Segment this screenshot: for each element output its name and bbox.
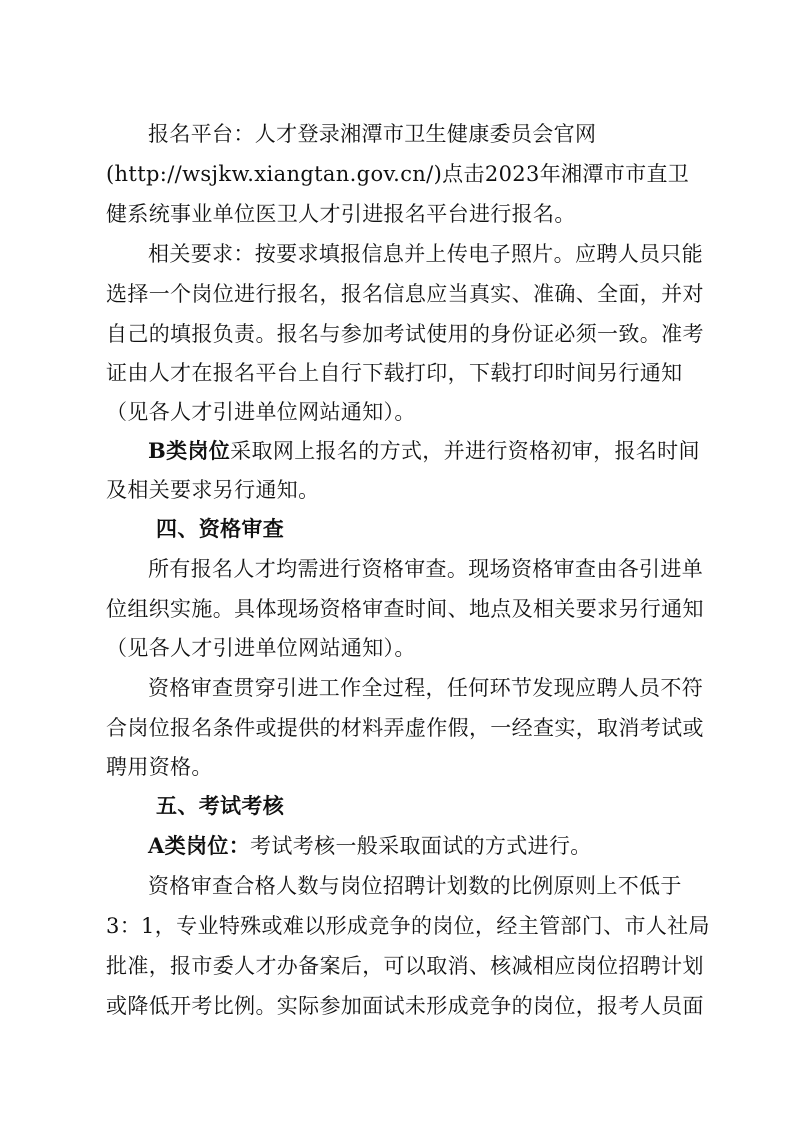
section-heading: 四、资格审查 [156,516,285,541]
paragraph-line: 3：1，专业特殊或难以形成竞争的岗位，经主管部门、市人社局 [106,914,710,938]
paragraph-line: (http://wsjkw.xiangtan.gov.cn/)点击2023年湘潭市市直卫 [106,162,690,186]
paragraph-line: 相关要求：按要求填报信息并上传电子照片。应聘人员只能 [148,242,704,266]
bold-lead-text: A类岗位： [148,833,251,858]
paragraph-line: 资格审查合格人数与岗位招聘计划数的比例原则上不低于 [148,874,682,898]
paragraph-line: 健系统事业单位医卫人才引进报名平台进行报名。 [106,202,576,226]
paragraph-line [148,438,700,464]
paragraph-line: 报名平台：人才登录湘潭市卫生健康委员会官网 [148,122,597,146]
paragraph-line [148,833,592,859]
paragraph-line: （见各人才引进单位网站通知）。 [106,636,416,660]
paragraph-line: 证由人才在报名平台上自行下载打印，下载打印时间另行通知 [106,361,683,385]
paragraph-line: 或降低开考比例。实际参加面试未形成竞争的岗位，报考人员面 [106,994,704,1018]
paragraph-line: 及相关要求另行通知。 [106,478,320,502]
paragraph-line: 选择一个岗位进行报名，报名信息应当真实、准确、全面，并对 [106,282,704,306]
bold-lead-text: B类岗位 [148,438,231,463]
paragraph-line: 合岗位报名条件或提供的材料弄虚作假，一经查实，取消考试或 [106,716,704,740]
paragraph-line: 聘用资格。 [106,755,213,779]
section-heading: 五、考试考核 [156,793,285,818]
paragraph-line: 位组织实施。具体现场资格审查时间、地点及相关要求另行通知 [106,597,704,621]
paragraph-line: 资格审查贯穿引进工作全过程，任何环节发现应聘人员不符 [148,676,704,700]
paragraph-text: 采取网上报名的方式，并进行资格初审，报名时间 [230,439,700,463]
paragraph-line: （见各人才引进单位网站通知）。 [106,400,416,424]
paragraph-line: 所有报名人才均需进行资格审查。现场资格审查由各引进单 [148,557,704,581]
paragraph-line: 批准，报市委人才办备案后，可以取消、核减相应岗位招聘计划 [106,954,704,978]
paragraph-line: 自己的填报负责。报名与参加考试使用的身份证必须一致。准考 [106,322,704,346]
paragraph-text: 考试考核一般采取面试的方式进行。 [250,834,592,858]
